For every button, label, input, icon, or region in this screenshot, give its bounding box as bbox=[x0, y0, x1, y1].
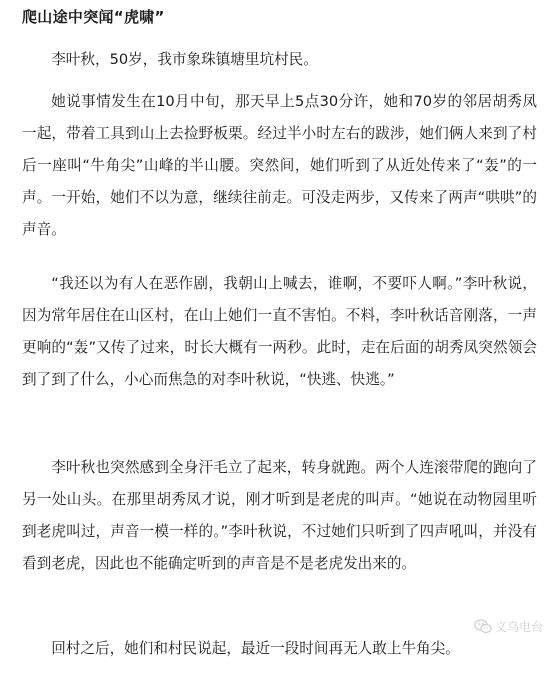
paragraph-escape: 李叶秋也突然感到全身汗毛立了起来，转身就跑。两个人连滚带爬的跑向了另一处山头。在那里胡秀凤才说，刚才听到是老虎的叫声。“她说在动物园里听到老虎叫过，声音一模一样的。”李叶秋说，不过她们只听到了四声吼叫，并没有看到老虎，因此也不能确定听到的声音是不是老虎发出来的。 bbox=[22, 459, 537, 572]
paragraph-aftermath: 回村之后，她们和村民说起，最近一段时间再无人敢上牛角尖。 bbox=[51, 640, 460, 657]
paragraph-event: 她说事情发生在10月中旬，那天早上5点30分许，她和70岁的邻居胡秀凤一起，带着工具到山上去捡野板栗。经过半小时左右的跋涉，她们俩人来到了村后一座叫“牛角尖”山峰的半山腰。突然间，她们听到了从近处传来了“轰”的一声。一开始，她们不以为意，继续往前走。可没走两步，又传来了两声“哄哄”的声音。 bbox=[22, 93, 537, 238]
paragraph-intro: 李叶秋，50岁，我市象珠镇塘里坑村民。 bbox=[51, 51, 318, 68]
watermark bbox=[474, 618, 543, 635]
wechat-icon bbox=[474, 619, 492, 634]
watermark-text: 义乌电台 bbox=[494, 620, 543, 634]
paragraph-quote: “我还以为有人在恶作剧，我朝山上喊去，谁啊，不要吓人啊。”李叶秋说，因为常年居住在山区村，在山上她们一直不害怕。不料，李叶秋话音刚落，一声更响的“轰”又传了过来，时长大概有一两秒。此时，走在后面的胡秀凤突然领会到了到了什么，小心而焦急的对李叶秋说，“快逃、快逃。” bbox=[22, 275, 537, 388]
article-title: 爬山途中突闻“虎啸” bbox=[22, 8, 165, 26]
